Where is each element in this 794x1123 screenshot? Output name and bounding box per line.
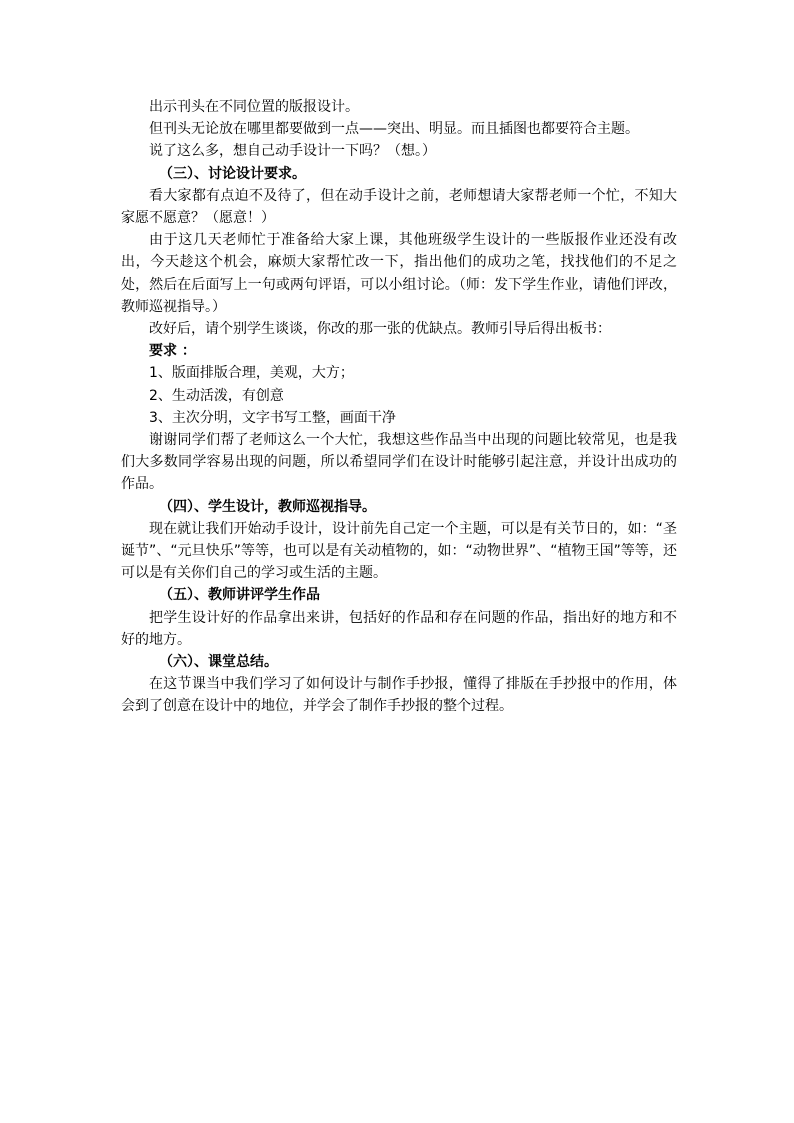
section-heading-4: （四）、学生设计，教师巡视指导。: [159, 498, 376, 515]
paragraph-peer-review: 由于这几天老师忙于准备给大家上课，其他班级学生设计的一些版报作业还没有改出，今天趁这个机会，麻烦大家帮忙改一下，指出他们的成功之笔，找找他们的不足之处，然后在后面写上一句或两句评语，可以小组讨论。（师：发下学生作业，请他们评改，教师巡视指导。）: [121, 232, 677, 315]
requirement-item-2: 2、生动活泼，有创意: [149, 387, 284, 404]
paragraph-ask-design: 说了这么多，想自己动手设计一下吗？（想。）: [149, 143, 436, 160]
paragraph-summary-board: 改好后，请个别学生谈谈，你改的那一张的优缺点。教师引导后得出板书：: [149, 321, 611, 338]
section-heading-5: （五）、教师讲评学生作品: [159, 587, 320, 604]
requirement-item-1: 1、版面排版合理，美观，大方；: [149, 365, 354, 382]
document-body: [121, 96, 677, 718]
paragraph-conclusion: 在这节课当中我们学习了如何设计与制作手抄报，懂得了排版在手抄报中的作用，体会到了创意在设计中的地位，并学会了制作手抄报的整个过程。: [121, 676, 677, 715]
section-heading-6: （六）、课堂总结。: [159, 654, 278, 671]
requirements-label: 要求 ：: [149, 343, 196, 360]
paragraph-start-design: 现在就让我们开始动手设计，设计前先自己定一个主题，可以是有关节日的，如：“圣诞节”、“元旦快乐”等等，也可以是有关动植物的，如：“动物世界”、“植物王国”等等，还可以是有关你们自己的学习或生活的主题。: [121, 520, 677, 582]
paragraph-thanks: 谢谢同学们帮了老师这么一个大忙，我想这些作品当中出现的问题比较常见，也是我们大多数同学容易出现的问题，所以希望同学们在设计时能够引起注意，并设计出成功的作品。: [121, 432, 677, 493]
paragraph-masthead-rule: 但刊头无论放在哪里都要做到一点——突出、明显。而且插图也都要符合主题。: [149, 121, 639, 138]
paragraph-review-works: 把学生设计好的作品拿出来讲，包括好的作品和存在问题的作品，指出好的地方和不好的地方。: [121, 609, 677, 648]
paragraph-masthead-display: 出示刊头在不同位置的版报设计。: [149, 99, 359, 115]
requirement-item-3: 3、主次分明，文字书写工整，画面干净: [149, 409, 396, 426]
section-heading-3: （三）、讨论设计要求。: [159, 165, 306, 182]
paragraph-teacher-request: 看大家都有点迫不及待了，但在动手设计之前，老师想请大家帮老师一个忙，不知大家愿不愿意？（愿意！）: [121, 187, 677, 227]
